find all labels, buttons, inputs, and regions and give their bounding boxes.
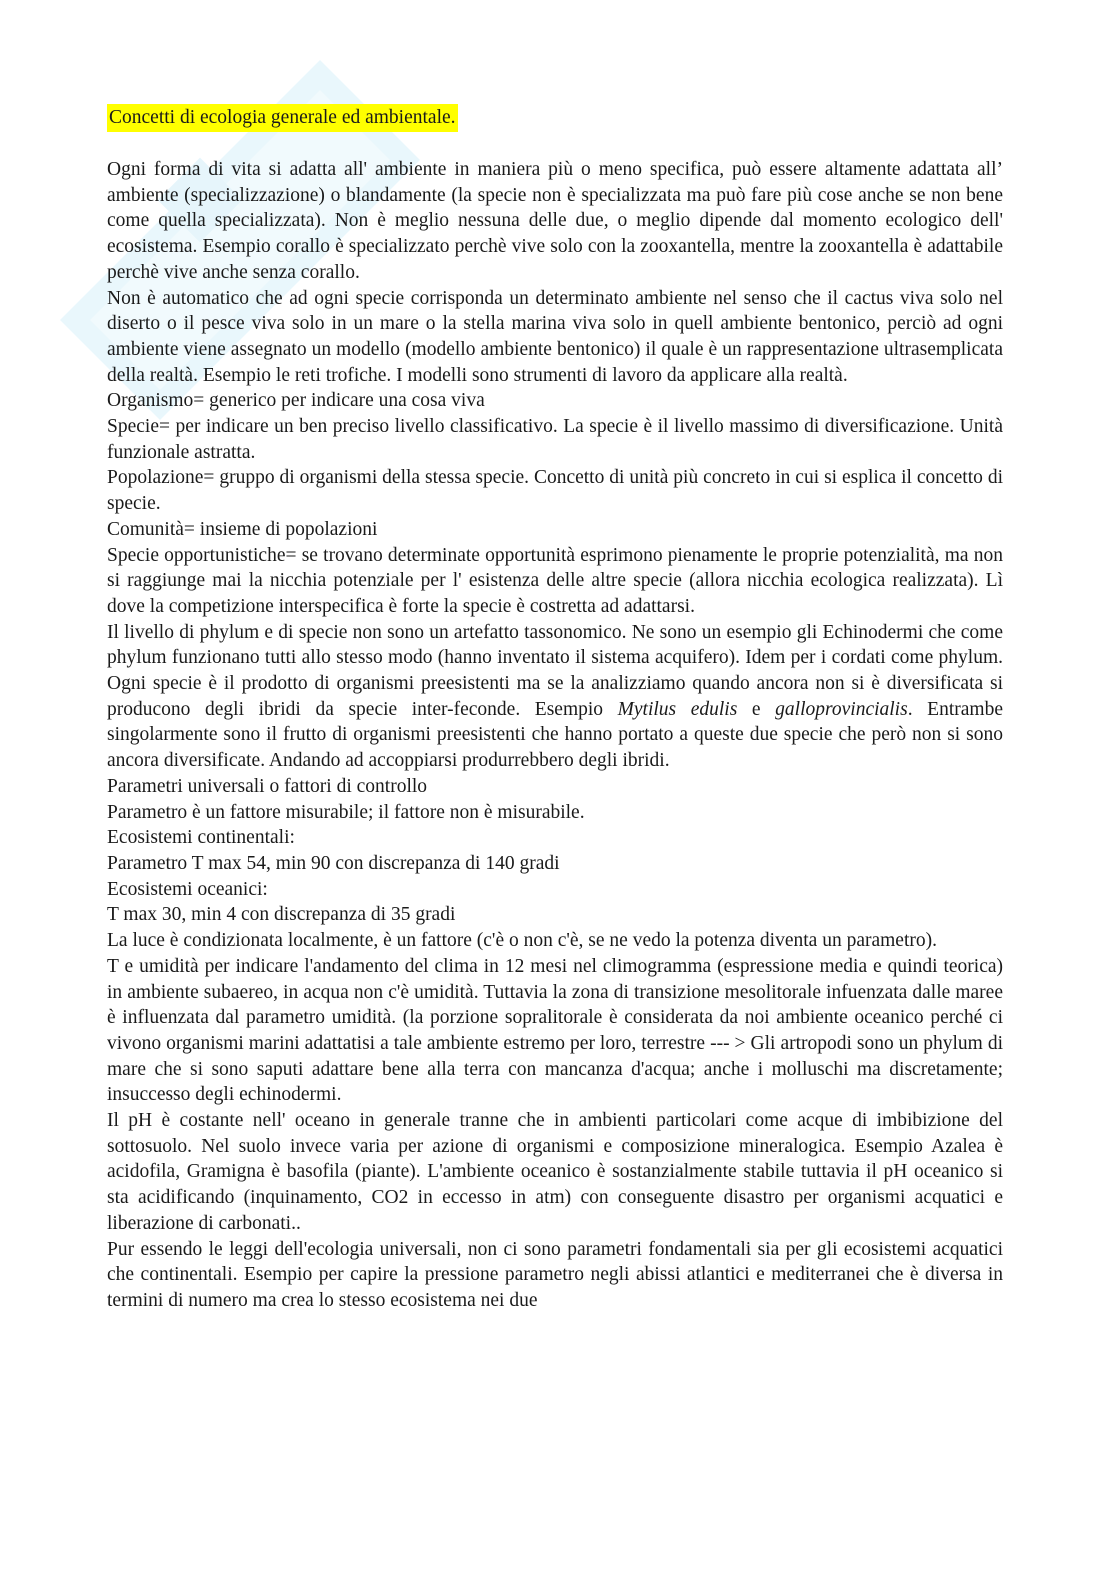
definition-specie-opportunistiche: Specie opportunistiche= se trovano determinate opportunità esprimono pienamente le proprie potenzialità, ma non si raggiunge mai la nicchia potenziale per l' esistenza delle altre specie (allora nicchia ecologica realizzata). Lì dove la competizione interspecifica è forte la specie è costretta ad adattarsi.	[107, 544, 1003, 617]
phylum-text: . Entrambe singolarmente sono il frutto di organismi preesistenti che hanno portato a queste due specie che però non si sono ancora diversificate. Andando ad accoppiarsi produrrebbero degli ibridi.	[107, 698, 1003, 772]
paragraph: Il pH è costante nell' oceano in generale tranne che in ambienti particolari come acque di imbibizione del sottosuolo. Nel suolo invece varia per azione di organismi e composizione mineralogica. Esempio Azalea è acidofila, Gramigna è basofila (piante). L'ambiente oceanico è sostanzialmente stabile tuttavia il pH oceanico si sta acidificando (inquinamento, CO2 in eccesso in atm) con conseguente disastro per organismi acquatici e liberazione di carbonati..	[107, 1110, 1003, 1234]
phylum-text: Il livello di phylum e di specie non sono un artefatto tassonomico. Ne sono un esempio gli Echinodermi che come phylum funzionano tutti allo stesso modo (hanno inventato il sistema acquifero). Idem per i cordati come phylum. Ogni specie è il prodotto di organismi preesistenti ma se la analizziamo quando ancora non si è diversificata si producono degli ibridi da specie inter-feconde. Esempio	[107, 621, 1003, 720]
paragraph-phylum	[107, 620, 1003, 774]
definition-organismo: Organismo= generico per indicare una cosa viva	[107, 390, 485, 412]
document-title: Concetti di ecologia generale ed ambientale.	[107, 104, 458, 132]
paragraph: Pur essendo le leggi dell'ecologia universali, non ci sono parametri fondamentali sia per gli ecosistemi acquatici che continentali. Esempio per capire la pressione parametro negli abissi atlantici e mediterranei che è diversa in termini di numero ma crea lo stesso ecosistema nei due	[107, 1238, 1003, 1311]
species-name: Mytilus edulis	[617, 698, 738, 720]
section-heading: Parametri universali o fattori di controllo	[107, 775, 428, 797]
definition-popolazione: Popolazione= gruppo di organismi della stessa specie. Concetto di unità più concreto in cui si esplica il concetto di specie.	[107, 467, 1003, 515]
paragraph: La luce è condizionata localmente, è un fattore (c'è o non c'è, se ne vedo la potenza diventa un parametro).	[107, 930, 937, 952]
paragraph: Ecosistemi continentali:	[107, 827, 295, 849]
definition-comunita: Comunità= insieme di popolazioni	[107, 518, 378, 540]
definition-specie: Specie= per indicare un ben preciso livello classificativo. La specie è il livello massimo di diversificazione. Unità funzionale astratta.	[107, 416, 1003, 463]
phylum-text: e	[737, 698, 776, 720]
paragraph: Parametro T max 54, min 90 con discrepanza di 140 gradi	[107, 852, 560, 874]
document-body	[107, 157, 1003, 1314]
species-name: galloprovincialis	[775, 698, 908, 720]
document-page	[107, 104, 1003, 1314]
paragraph: Parametro è un fattore misurabile; il fattore non è misurabile.	[107, 801, 585, 823]
paragraph: Ogni forma di vita si adatta all' ambiente in maniera più o meno specifica, può essere altamente adattata all’ ambiente (specializzazione) o blandamente (la specie non è specializzata ma può fare più cose anche se non bene come quella specializzata). Non è meglio nessuna delle due, o meglio dipende dal momento ecologico dell' ecosistema. Esempio corallo è specializzato perchè vive solo con la zooxantella, mentre la zooxantella è adattabile perchè vive anche senza corallo.	[107, 159, 1003, 283]
paragraph: Non è automatico che ad ogni specie corrisponda un determinato ambiente nel senso che il cactus viva solo nel diserto o il pesce viva solo in un mare o la stella marina viva solo in quell ambiente bentonico, perciò ad ogni ambiente viene assegnato un modello (modello ambiente bentonico) il quale è un rappresentazione ultrasemplicata della realtà. Esempio le reti trofiche. I modelli sono strumenti di lavoro da applicare alla realtà.	[107, 287, 1003, 386]
paragraph: T max 30, min 4 con discrepanza di 35 gradi	[107, 904, 456, 926]
paragraph: T e umidità per indicare l'andamento del clima in 12 mesi nel climogramma (espressione media e quindi teorica) in ambiente subaereo, in acqua non c'è umidità. Tuttavia la zona di transizione mesolitorale infuenzata dalle maree è influenzata dal parametro umidità. (la porzione sopralitorale è considerata da noi ambiente oceanico perché ci vivono organismi marini adattatisi a tale ambiente estremo per loro, terrestre --- > Gli artropodi sono un phylum di mare che si sono saputi adattare bene alla terra con mancanza d'acqua; anche i molluschi ma discretamente; insuccesso degli echinodermi.	[107, 955, 1003, 1106]
paragraph: Ecosistemi oceanici:	[107, 878, 268, 900]
